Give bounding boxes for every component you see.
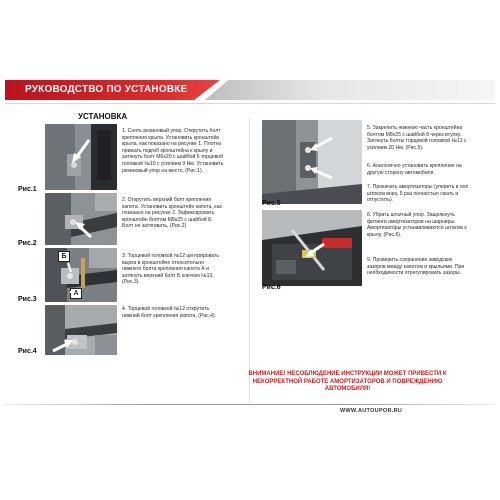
footer-divider xyxy=(5,404,495,405)
fig-label-3: Рис.3 xyxy=(18,296,37,303)
step-line: капота. Установить кронштейн капота, как xyxy=(122,203,222,210)
arrow-icon xyxy=(45,248,117,302)
warning-line: АВТОМОБИЛЯ! xyxy=(324,386,371,392)
page-title: РУКОВОДСТВО ПО УСТАНОВКЕ xyxy=(25,84,188,95)
step-line: 5. Закрепить нижнюю часть кронштейна xyxy=(367,125,463,131)
arrow-icon xyxy=(45,124,117,190)
warning-notice xyxy=(200,371,495,394)
step-line: (Рис.3). xyxy=(122,279,140,286)
step-5 xyxy=(367,125,495,151)
fig-label-6: Рис.6 xyxy=(262,284,281,291)
step-line: отпустить). xyxy=(367,197,394,204)
step-line: затянуть болт М6х20 с шайбой 6 торцевой xyxy=(122,154,223,161)
marker-a: А xyxy=(70,288,82,299)
step-9 xyxy=(367,257,495,277)
photo-fig-5 xyxy=(262,120,362,204)
step-line: затянуть верхний болт Б ключом №13, xyxy=(122,272,214,279)
step-line: штоком вниз, 5 раз полностью сжать и xyxy=(367,190,459,197)
arrow-icon xyxy=(45,193,117,245)
step-line: головкой №10 с усилием 9 Нм. Установить xyxy=(122,160,224,167)
step-6 xyxy=(367,163,495,176)
arrow-icon xyxy=(262,120,362,204)
fig-label-1: Рис.1 xyxy=(18,186,37,193)
marker-b: Б xyxy=(58,251,70,262)
banner-gray-stripe xyxy=(205,80,495,100)
step-line: крылу, (Рис.6). xyxy=(367,231,402,238)
step-line: крепления крыла. Установить кронштейн xyxy=(122,134,220,141)
fig-label-4: Рис.4 xyxy=(18,348,37,355)
arrow-icon xyxy=(262,210,362,286)
step-2 xyxy=(122,197,247,230)
fig-label-2: Рис.2 xyxy=(18,240,37,247)
step-line: Амортизаторы устанавливаются штоком к xyxy=(367,225,467,232)
step-4 xyxy=(122,306,247,319)
step-line: Болт не затягивать, (Рис.2) xyxy=(122,223,187,230)
step-line: нижнего болта крепления капота А и xyxy=(122,266,209,273)
step-line: 9. Проверить сохранение заводских xyxy=(367,257,453,263)
step-line: зазоров между капотом и крыльями. При xyxy=(367,263,465,270)
step-line: 8. Убрать штатный упор. Защелкнуть xyxy=(367,212,455,218)
step-line: нижний болт крепления капота, (Рис.4). xyxy=(122,312,217,319)
step-line: 7. Прокачать амортизаторы (упереть в пол xyxy=(367,184,469,190)
step-line: другую сторону автомобиля. xyxy=(367,169,435,176)
column-divider xyxy=(249,118,250,403)
fig-label-5: Рис.5 xyxy=(262,200,281,207)
step-line: крыла, как показано на рисунке 1. Плотно xyxy=(122,141,222,148)
arrow-icon xyxy=(45,305,117,355)
warning-line: ВНИМАНИЕ! НЕСОБЛЮДЕНИЕ ИНСТРУКЦИИ МОЖЕТ ПРИВЕСТИ К xyxy=(248,371,447,377)
step-line: необходимости отрегулировать зазоры. xyxy=(367,270,462,277)
step-line: фитинги амортизаторов на шарниры. xyxy=(367,218,456,225)
step-line: прижать подгиб кронштейна к крылу и xyxy=(122,147,213,154)
section-title: УСТАНОВКА xyxy=(78,112,128,121)
photo-fig-6 xyxy=(262,210,362,286)
step-8 xyxy=(367,212,495,238)
photo-fig-2 xyxy=(45,193,117,245)
step-line: вырез в кронштейне относительно xyxy=(122,259,204,266)
step-line: усилием 20 Нм, (Рис.5). xyxy=(367,144,424,151)
step-line: показано на рисунке 2. Зафиксировать xyxy=(122,210,215,217)
photo-fig-4 xyxy=(45,305,117,355)
step-line: 3. Торцевой головкой №12 центрировать xyxy=(122,253,219,259)
step-3 xyxy=(122,253,247,286)
step-line: 2. Открутить верхний болт крепления xyxy=(122,197,212,203)
header-banner xyxy=(5,78,495,102)
step-7 xyxy=(367,184,495,204)
step-line: 1. Снять резиновый упор. Открутить болт xyxy=(122,128,221,134)
step-line: резиновый упор на место, (Рис.1). xyxy=(122,167,204,174)
step-line: Затянуть болты торцевой головкой №13 с xyxy=(367,138,467,145)
step-line: болтом М8х25 с шайбой 8 через втулку. xyxy=(367,131,462,138)
step-line: 6. Аналогично установить крепление на xyxy=(367,163,462,169)
photo-fig-1 xyxy=(45,124,117,190)
step-1 xyxy=(122,128,247,174)
warning-line: НЕКОРРЕКТНОЙ РАБОТЕ АМОРТИЗАТОРОВ И ПОВРЕЖДЕНИЮ xyxy=(252,378,443,385)
step-line: кронштейн болтом М8х25 с шайбой 8. xyxy=(122,216,213,223)
header-divider xyxy=(5,103,495,104)
website-link[interactable]: WWW.AUTOUPOR.RU xyxy=(340,408,403,414)
step-line: 4. Торцевой головкой №12 открутить xyxy=(122,306,210,312)
